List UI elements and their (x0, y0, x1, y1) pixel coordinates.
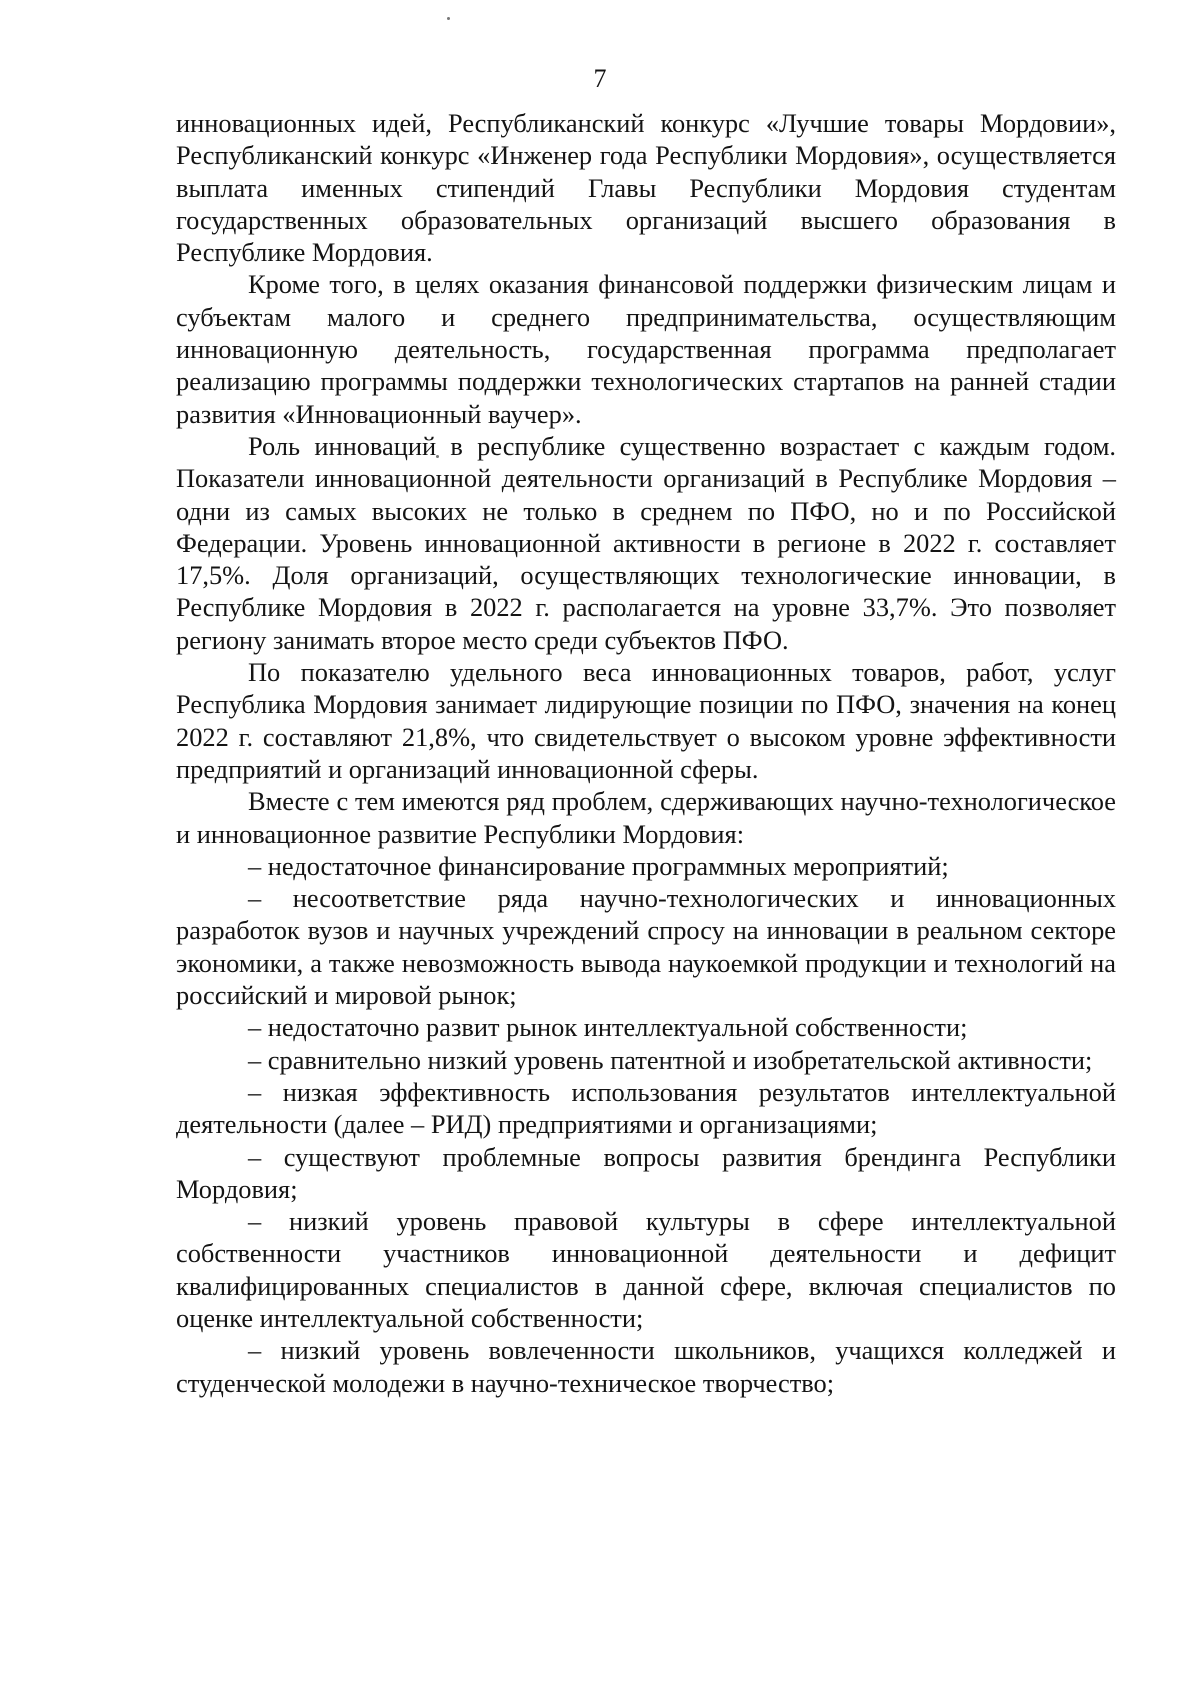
list-item: – низкий уровень вовлеченности школьников, учащихся колледжей и студенческой молодежи в научно-техническое творчество; (176, 1335, 1116, 1398)
paragraph: инновационных идей, Республиканский конкурс «Лучшие товары Мордовии», Республиканский конкурс «Инженер года Республики Мордовия», осуществляется выплата именных стипендий Главы Республики Мордовия студентам государственных образовательных организаций высшего образования в Республике Мордовия. (176, 108, 1116, 268)
paragraph: Роль инноваций в республике существенно возрастает с каждым годом. Показатели инновационной деятельности организаций в Республике Мордовия – одни из самых высоких не только в среднем по ПФО, но и по Российской Федерации. Уровень инновационной активности в регионе в 2022 г. составляет 17,5%. Доля организаций, осуществляющих технологические инновации, в Республике Мордовия в 2022 г. располагается на уровне 33,7%. Это позволяет региону занимать второе место среди субъектов ПФО. (176, 430, 1116, 655)
list-item: – низкая эффективность использования результатов интеллектуальной деятельности (далее – РИД) предприятиями и организациями; (176, 1076, 1116, 1140)
paragraph: Кроме того, в целях оказания финансовой поддержки физическим лицам и субъектам малого и среднего предпринимательства, осуществляющим инновационную деятельность, государственная программа предполагает реализацию программы поддержки технологических стартапов на ранней стадии развития «Инновационный ваучер». (176, 269, 1116, 429)
list-item: – сравнительно низкий уровень патентной и изобретательской активности; (248, 1044, 1093, 1075)
list-item: – недостаточное финансирование программных мероприятий; (248, 850, 949, 881)
problems-list (176, 850, 1116, 1399)
paragraph: Вместе с тем имеются ряд проблем, сдерживающих научно-технологическое и инновационное развитие Республики Мордовия: (176, 786, 1116, 849)
paragraph: По показателю удельного веса инновационных товаров, работ, услуг Республика Мордовия занимает лидирующие позиции по ПФО, значения на конец 2022 г. составляют 21,8%, что свидетельствует о высоком уровне эффективности предприятий и организаций инновационной сферы. (176, 657, 1116, 784)
list-item: – существуют проблемные вопросы развития брендинга Республики Мордовия; (176, 1141, 1116, 1204)
list-item: – низкий уровень правовой культуры в сфере интеллектуальной собственности участников инновационной деятельности и дефицит квалифицированных специалистов в данной сфере, включая специалистов по оценке интеллектуальной собственности; (176, 1206, 1116, 1333)
list-item: – несоответствие ряда научно-технологических и инновационных разработок вузов и научных учреждений спросу на инновации в реальном секторе экономики, а также невозможность вывода наукоемкой продукции и технологий на российский и мировой рынок; (176, 883, 1116, 1011)
document-body (176, 107, 1116, 1399)
page-number: 7 (593, 64, 607, 93)
list-item: – недостаточно развит рынок интеллектуальной собственности; (248, 1012, 968, 1043)
scan-speck (447, 17, 450, 20)
